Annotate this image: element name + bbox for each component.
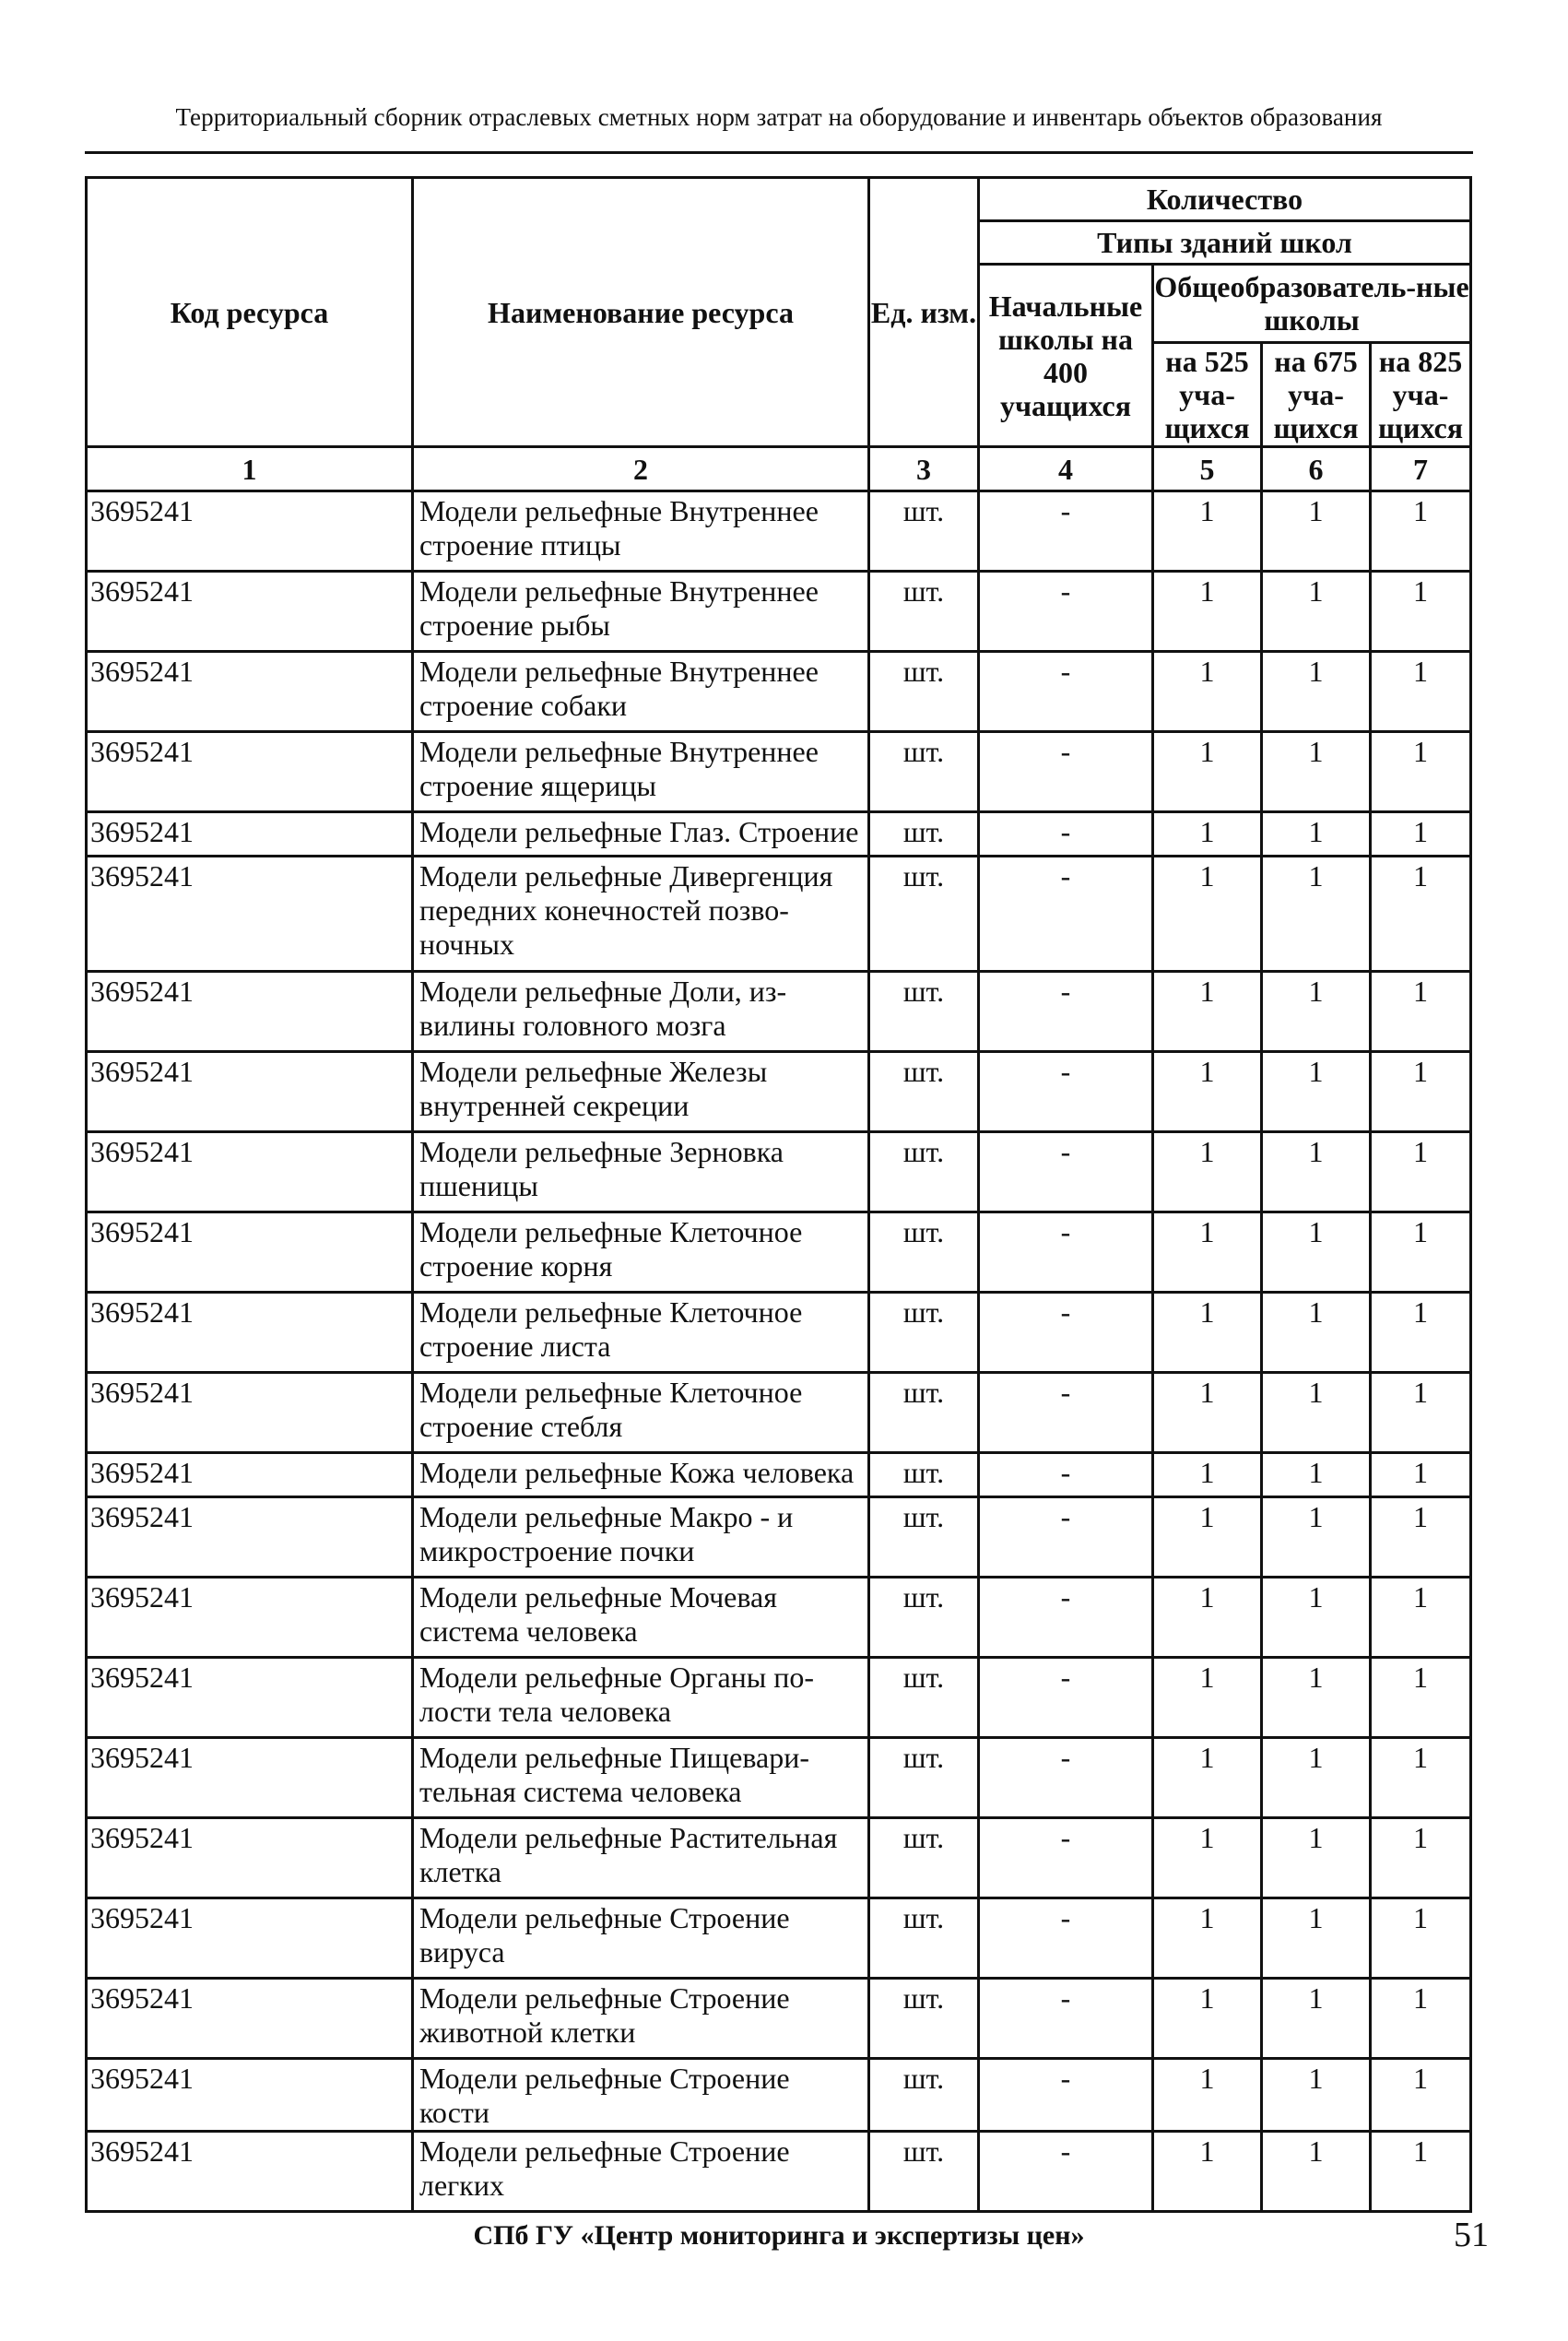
cell-unit: шт. xyxy=(869,1658,979,1738)
header-525-students: на 525 уча-щихся xyxy=(1153,343,1262,447)
table-row xyxy=(87,1453,1471,1497)
cell-resource-code: 3695241 xyxy=(87,1738,413,1818)
cell-675-qty: 1 xyxy=(1262,2059,1371,2132)
cell-primary-qty: - xyxy=(979,1818,1153,1898)
cell-resource-code: 3695241 xyxy=(87,1453,413,1497)
cell-resource-name: Модели рельефные Пищевари-тельная система человека xyxy=(413,1738,869,1818)
column-number-row xyxy=(87,447,1471,491)
cell-525-qty: 1 xyxy=(1153,1818,1262,1898)
cell-resource-code: 3695241 xyxy=(87,1818,413,1898)
cell-unit: шт. xyxy=(869,1132,979,1212)
cell-resource-name: Модели рельефные Строение легких xyxy=(413,2132,869,2212)
cell-resource-name: Модели рельефные Зерновка пшеницы xyxy=(413,1132,869,1212)
cell-unit: шт. xyxy=(869,1979,979,2059)
column-number: 1 xyxy=(87,447,413,491)
cell-675-qty: 1 xyxy=(1262,1453,1371,1497)
cell-unit: шт. xyxy=(869,1818,979,1898)
cell-primary-qty: - xyxy=(979,1738,1153,1818)
cell-resource-name: Модели рельефные Внутреннее строение рыбы xyxy=(413,572,869,652)
cell-resource-code: 3695241 xyxy=(87,1052,413,1132)
table-row xyxy=(87,1373,1471,1453)
cell-525-qty: 1 xyxy=(1153,857,1262,972)
cell-primary-qty: - xyxy=(979,1132,1153,1212)
cell-unit: шт. xyxy=(869,1293,979,1373)
cell-825-qty: 1 xyxy=(1371,652,1471,732)
cell-825-qty: 1 xyxy=(1371,491,1471,572)
cell-675-qty: 1 xyxy=(1262,2132,1371,2212)
table-row xyxy=(87,1497,1471,1578)
cell-525-qty: 1 xyxy=(1153,2059,1262,2132)
header-building-types: Типы зданий школ xyxy=(979,221,1471,265)
cell-primary-qty: - xyxy=(979,1497,1153,1578)
table-row xyxy=(87,2059,1471,2132)
cell-resource-name: Модели рельефные Клеточное строение корня xyxy=(413,1212,869,1293)
cell-resource-code: 3695241 xyxy=(87,1578,413,1658)
cell-525-qty: 1 xyxy=(1153,732,1262,812)
cell-resource-code: 3695241 xyxy=(87,491,413,572)
table-row xyxy=(87,652,1471,732)
cell-resource-code: 3695241 xyxy=(87,812,413,857)
header-unit: Ед. изм. xyxy=(869,178,979,447)
cell-825-qty: 1 xyxy=(1371,1373,1471,1453)
cell-resource-name: Модели рельефные Растительная клетка xyxy=(413,1818,869,1898)
cell-675-qty: 1 xyxy=(1262,972,1371,1052)
cell-unit: шт. xyxy=(869,1898,979,1979)
cell-525-qty: 1 xyxy=(1153,1738,1262,1818)
cell-resource-code: 3695241 xyxy=(87,1373,413,1453)
cell-resource-code: 3695241 xyxy=(87,857,413,972)
cell-unit: шт. xyxy=(869,2132,979,2212)
cell-resource-name: Модели рельефные Внутреннее строение собаки xyxy=(413,652,869,732)
cell-resource-name: Модели рельефные Органы по-лости тела человека xyxy=(413,1658,869,1738)
cell-675-qty: 1 xyxy=(1262,812,1371,857)
cell-525-qty: 1 xyxy=(1153,652,1262,732)
cell-primary-qty: - xyxy=(979,491,1153,572)
cell-resource-name: Модели рельефные Глаз. Строение xyxy=(413,812,869,857)
cell-525-qty: 1 xyxy=(1153,1212,1262,1293)
cell-primary-qty: - xyxy=(979,732,1153,812)
cell-825-qty: 1 xyxy=(1371,572,1471,652)
cell-resource-code: 3695241 xyxy=(87,652,413,732)
cell-resource-code: 3695241 xyxy=(87,1658,413,1738)
cell-525-qty: 1 xyxy=(1153,1898,1262,1979)
cell-825-qty: 1 xyxy=(1371,1738,1471,1818)
cell-resource-name: Модели рельефные Строение кости xyxy=(413,2059,869,2132)
cell-primary-qty: - xyxy=(979,1293,1153,1373)
cell-resource-code: 3695241 xyxy=(87,2132,413,2212)
table-row xyxy=(87,1052,1471,1132)
cell-825-qty: 1 xyxy=(1371,1578,1471,1658)
table-row xyxy=(87,491,1471,572)
cell-primary-qty: - xyxy=(979,2132,1153,2212)
cell-675-qty: 1 xyxy=(1262,572,1371,652)
footer-organization: СПб ГУ «Центр мониторинга и экспертизы цен» xyxy=(473,2220,1085,2251)
cell-unit: шт. xyxy=(869,2059,979,2132)
cell-525-qty: 1 xyxy=(1153,1658,1262,1738)
cell-resource-code: 3695241 xyxy=(87,732,413,812)
page-header: Территориальный сборник отраслевых сметных норм затрат на оборудование и инвентарь объектов образования xyxy=(175,103,1383,131)
cell-resource-name: Модели рельефные Макро - и микростроение почки xyxy=(413,1497,869,1578)
cell-525-qty: 1 xyxy=(1153,1497,1262,1578)
column-number: 3 xyxy=(869,447,979,491)
cell-primary-qty: - xyxy=(979,1052,1153,1132)
cell-825-qty: 1 xyxy=(1371,2132,1471,2212)
cell-unit: шт. xyxy=(869,1373,979,1453)
cell-primary-qty: - xyxy=(979,1658,1153,1738)
cell-resource-code: 3695241 xyxy=(87,1212,413,1293)
cell-resource-name: Модели рельефные Кожа человека xyxy=(413,1453,869,1497)
cell-525-qty: 1 xyxy=(1153,491,1262,572)
cell-525-qty: 1 xyxy=(1153,812,1262,857)
cell-primary-qty: - xyxy=(979,1373,1153,1453)
table-row xyxy=(87,812,1471,857)
table-row xyxy=(87,2132,1471,2212)
cell-primary-qty: - xyxy=(979,2059,1153,2132)
cell-resource-code: 3695241 xyxy=(87,972,413,1052)
cell-unit: шт. xyxy=(869,652,979,732)
cell-primary-qty: - xyxy=(979,1979,1153,2059)
cell-825-qty: 1 xyxy=(1371,732,1471,812)
table-row xyxy=(87,1898,1471,1979)
cell-525-qty: 1 xyxy=(1153,1293,1262,1373)
cell-825-qty: 1 xyxy=(1371,1132,1471,1212)
table-row xyxy=(87,572,1471,652)
cell-675-qty: 1 xyxy=(1262,1979,1371,2059)
cell-resource-name: Модели рельефные Мочевая система человека xyxy=(413,1578,869,1658)
column-number: 7 xyxy=(1371,447,1471,491)
header-rule xyxy=(85,151,1473,154)
cell-resource-name: Модели рельефные Дивергенция передних конечностей позво-ночных xyxy=(413,857,869,972)
cell-825-qty: 1 xyxy=(1371,1818,1471,1898)
table-row xyxy=(87,1818,1471,1898)
cell-675-qty: 1 xyxy=(1262,1738,1371,1818)
cell-675-qty: 1 xyxy=(1262,857,1371,972)
table-row xyxy=(87,972,1471,1052)
cell-resource-name: Модели рельефные Строение вируса xyxy=(413,1898,869,1979)
cell-resource-code: 3695241 xyxy=(87,1293,413,1373)
header-primary-school: Начальные школы на 400 учащихся xyxy=(979,265,1153,447)
cell-unit: шт. xyxy=(869,1453,979,1497)
cell-resource-name: Модели рельефные Клеточное строение листа xyxy=(413,1293,869,1373)
cell-525-qty: 1 xyxy=(1153,1578,1262,1658)
cell-resource-name: Модели рельефные Внутреннее строение ящерицы xyxy=(413,732,869,812)
cell-resource-name: Модели рельефные Клеточное строение стебля xyxy=(413,1373,869,1453)
header-675-students: на 675 уча-щихся xyxy=(1262,343,1371,447)
page-number: 51 xyxy=(1454,2216,1489,2254)
cell-unit: шт. xyxy=(869,1052,979,1132)
cell-525-qty: 1 xyxy=(1153,2132,1262,2212)
cell-primary-qty: - xyxy=(979,972,1153,1052)
table-row xyxy=(87,1293,1471,1373)
cell-675-qty: 1 xyxy=(1262,652,1371,732)
header-name: Наименование ресурса xyxy=(413,178,869,447)
cell-675-qty: 1 xyxy=(1262,1818,1371,1898)
cell-unit: шт. xyxy=(869,1497,979,1578)
cell-primary-qty: - xyxy=(979,857,1153,972)
table-row xyxy=(87,1578,1471,1658)
table-body xyxy=(87,491,1471,2212)
cell-525-qty: 1 xyxy=(1153,1979,1262,2059)
cell-675-qty: 1 xyxy=(1262,1052,1371,1132)
cell-primary-qty: - xyxy=(979,1453,1153,1497)
cell-primary-qty: - xyxy=(979,652,1153,732)
cell-825-qty: 1 xyxy=(1371,1497,1471,1578)
cell-resource-code: 3695241 xyxy=(87,2059,413,2132)
cell-825-qty: 1 xyxy=(1371,972,1471,1052)
cell-unit: шт. xyxy=(869,812,979,857)
cell-675-qty: 1 xyxy=(1262,1497,1371,1578)
table-header xyxy=(87,178,1471,491)
header-825-students: на 825 уча-щихся xyxy=(1371,343,1471,447)
cell-825-qty: 1 xyxy=(1371,1052,1471,1132)
cell-primary-qty: - xyxy=(979,1578,1153,1658)
cell-525-qty: 1 xyxy=(1153,1373,1262,1453)
table-row xyxy=(87,1979,1471,2059)
cell-unit: шт. xyxy=(869,491,979,572)
cell-675-qty: 1 xyxy=(1262,732,1371,812)
cell-resource-code: 3695241 xyxy=(87,1898,413,1979)
cell-675-qty: 1 xyxy=(1262,1658,1371,1738)
cell-825-qty: 1 xyxy=(1371,1212,1471,1293)
cell-primary-qty: - xyxy=(979,1898,1153,1979)
cell-525-qty: 1 xyxy=(1153,972,1262,1052)
table-row xyxy=(87,732,1471,812)
cell-825-qty: 1 xyxy=(1371,1453,1471,1497)
cell-unit: шт. xyxy=(869,1212,979,1293)
table-row xyxy=(87,1132,1471,1212)
cell-unit: шт. xyxy=(869,972,979,1052)
cell-unit: шт. xyxy=(869,572,979,652)
column-number: 5 xyxy=(1153,447,1262,491)
cell-resource-code: 3695241 xyxy=(87,1497,413,1578)
cell-525-qty: 1 xyxy=(1153,1132,1262,1212)
header-general-school: Общеобразователь-ные школы xyxy=(1153,265,1471,343)
table-row xyxy=(87,1738,1471,1818)
table-row xyxy=(87,1658,1471,1738)
cell-unit: шт. xyxy=(869,732,979,812)
cell-675-qty: 1 xyxy=(1262,1132,1371,1212)
cell-resource-code: 3695241 xyxy=(87,1979,413,2059)
cell-unit: шт. xyxy=(869,1738,979,1818)
cell-825-qty: 1 xyxy=(1371,857,1471,972)
column-number: 6 xyxy=(1262,447,1371,491)
header-code: Код ресурса xyxy=(87,178,413,447)
cell-primary-qty: - xyxy=(979,572,1153,652)
cell-825-qty: 1 xyxy=(1371,1979,1471,2059)
cell-unit: шт. xyxy=(869,857,979,972)
cell-675-qty: 1 xyxy=(1262,1373,1371,1453)
cell-675-qty: 1 xyxy=(1262,1293,1371,1373)
table-row xyxy=(87,1212,1471,1293)
cell-825-qty: 1 xyxy=(1371,2059,1471,2132)
cell-525-qty: 1 xyxy=(1153,1453,1262,1497)
column-number: 4 xyxy=(979,447,1153,491)
cell-675-qty: 1 xyxy=(1262,1898,1371,1979)
table-row xyxy=(87,857,1471,972)
header-quantity: Количество xyxy=(979,178,1471,221)
cell-resource-name: Модели рельефные Строение животной клетки xyxy=(413,1979,869,2059)
cell-825-qty: 1 xyxy=(1371,1293,1471,1373)
cell-675-qty: 1 xyxy=(1262,491,1371,572)
cell-resource-name: Модели рельефные Внутреннее строение птицы xyxy=(413,491,869,572)
cell-resource-name: Модели рельефные Железы внутренней секреции xyxy=(413,1052,869,1132)
cell-primary-qty: - xyxy=(979,812,1153,857)
cell-resource-code: 3695241 xyxy=(87,1132,413,1212)
cell-resource-code: 3695241 xyxy=(87,572,413,652)
cell-unit: шт. xyxy=(869,1578,979,1658)
cell-525-qty: 1 xyxy=(1153,572,1262,652)
cell-825-qty: 1 xyxy=(1371,812,1471,857)
cell-675-qty: 1 xyxy=(1262,1578,1371,1658)
cell-primary-qty: - xyxy=(979,1212,1153,1293)
cell-825-qty: 1 xyxy=(1371,1658,1471,1738)
column-number: 2 xyxy=(413,447,869,491)
cell-675-qty: 1 xyxy=(1262,1212,1371,1293)
cell-825-qty: 1 xyxy=(1371,1898,1471,1979)
cell-525-qty: 1 xyxy=(1153,1052,1262,1132)
cell-resource-name: Модели рельефные Доли, из-вилины головного мозга xyxy=(413,972,869,1052)
resource-table xyxy=(85,176,1472,2213)
